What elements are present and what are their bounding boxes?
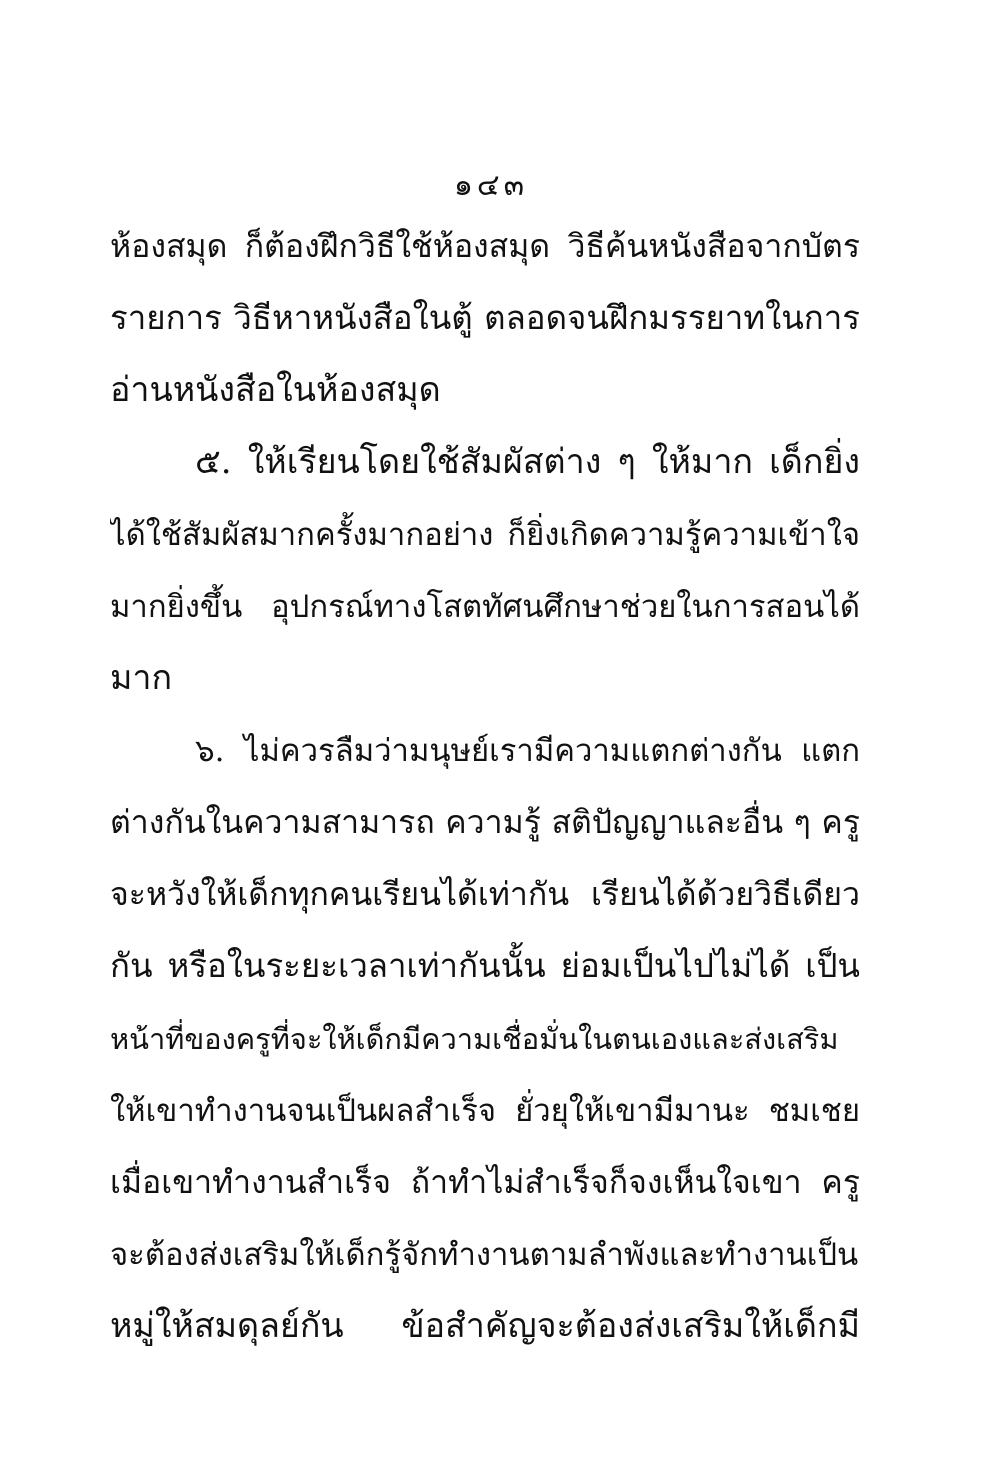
body-text (110, 210, 860, 1362)
text-line (110, 570, 860, 642)
text-line-content: ให้เขาทำงานจนเป็นผลสำเร็จ ยั่วยุให้เขามีมานะ ชมเชย (110, 1093, 860, 1129)
text-line (110, 1074, 860, 1146)
text-line-content: จะหวังให้เด็กทุกคนเรียนได้เท่ากัน เรียนได้ด้วยวิธีเดียว (110, 875, 860, 913)
text-line (110, 498, 860, 570)
text-line (110, 714, 860, 786)
text-line-content: ต่างกันในความสามารถ ความรู้ สติปัญญาและอื่น ๆ ครู (110, 803, 860, 841)
text-line-content: หมู่ให้สมดุลย์กัน ข้อสำคัญจะต้องส่งเสริมให้เด็กมี (110, 1306, 860, 1346)
text-line (110, 1290, 860, 1362)
text-line (110, 354, 860, 426)
text-line (110, 282, 860, 354)
text-line-content: ๕. ให้เรียนโดยใช้สัมผัสต่าง ๆ ให้มาก เด็กยิ่ง (195, 442, 860, 482)
text-line-content: กัน หรือในระยะเวลาเท่ากันนั้น ย่อมเป็นไปไม่ได้ เป็น (110, 946, 860, 985)
text-line (110, 786, 860, 858)
text-line-content: ได้ใช้สัมผัสมากครั้งมากอย่าง ก็ยิ่งเกิดความรู้ความเข้าใจ (110, 517, 860, 553)
text-line (110, 1002, 860, 1074)
text-line (110, 1218, 860, 1290)
text-line-content: อ่านหนังสือในห้องสมุด (110, 370, 441, 410)
text-line-content: ๖. ไม่ควรลืมว่ามนุษย์เรามีความแตกต่างกัน แตก (195, 733, 860, 769)
page-number: ๑๔๓ (453, 168, 529, 203)
text-line (110, 858, 860, 930)
text-line-content: เมื่อเขาทำงานสำเร็จ ถ้าทำไม่สำเร็จก็จงเห็นใจเขา ครู (110, 1163, 860, 1201)
text-line-content: มากยิ่งขึ้น อุปกรณ์ทางโสตทัศนศึกษาช่วยในการสอนได้ (110, 589, 860, 625)
text-line (110, 1146, 860, 1218)
text-line (110, 210, 860, 282)
text-line (110, 930, 860, 1002)
text-line-content: รายการ วิธีหาหนังสือในตู้ ตลอดจนฝึกมรรยาทในการ (110, 298, 860, 337)
text-line-content: ห้องสมุด ก็ต้องฝึกวิธีใช้ห้องสมุด วิธีค้นหนังสือจากบัตร (110, 227, 860, 265)
text-line-content: หน้าที่ของครูที่จะให้เด็กมีความเชื่อมั่นในตนเองและส่งเสริม (110, 1022, 839, 1056)
text-line (110, 642, 860, 714)
text-line (110, 426, 860, 498)
text-line-content: มาก (110, 658, 173, 698)
text-line-content: จะต้องส่งเสริมให้เด็กรู้จักทำงานตามลำพังและทำงานเป็น (110, 1237, 859, 1273)
